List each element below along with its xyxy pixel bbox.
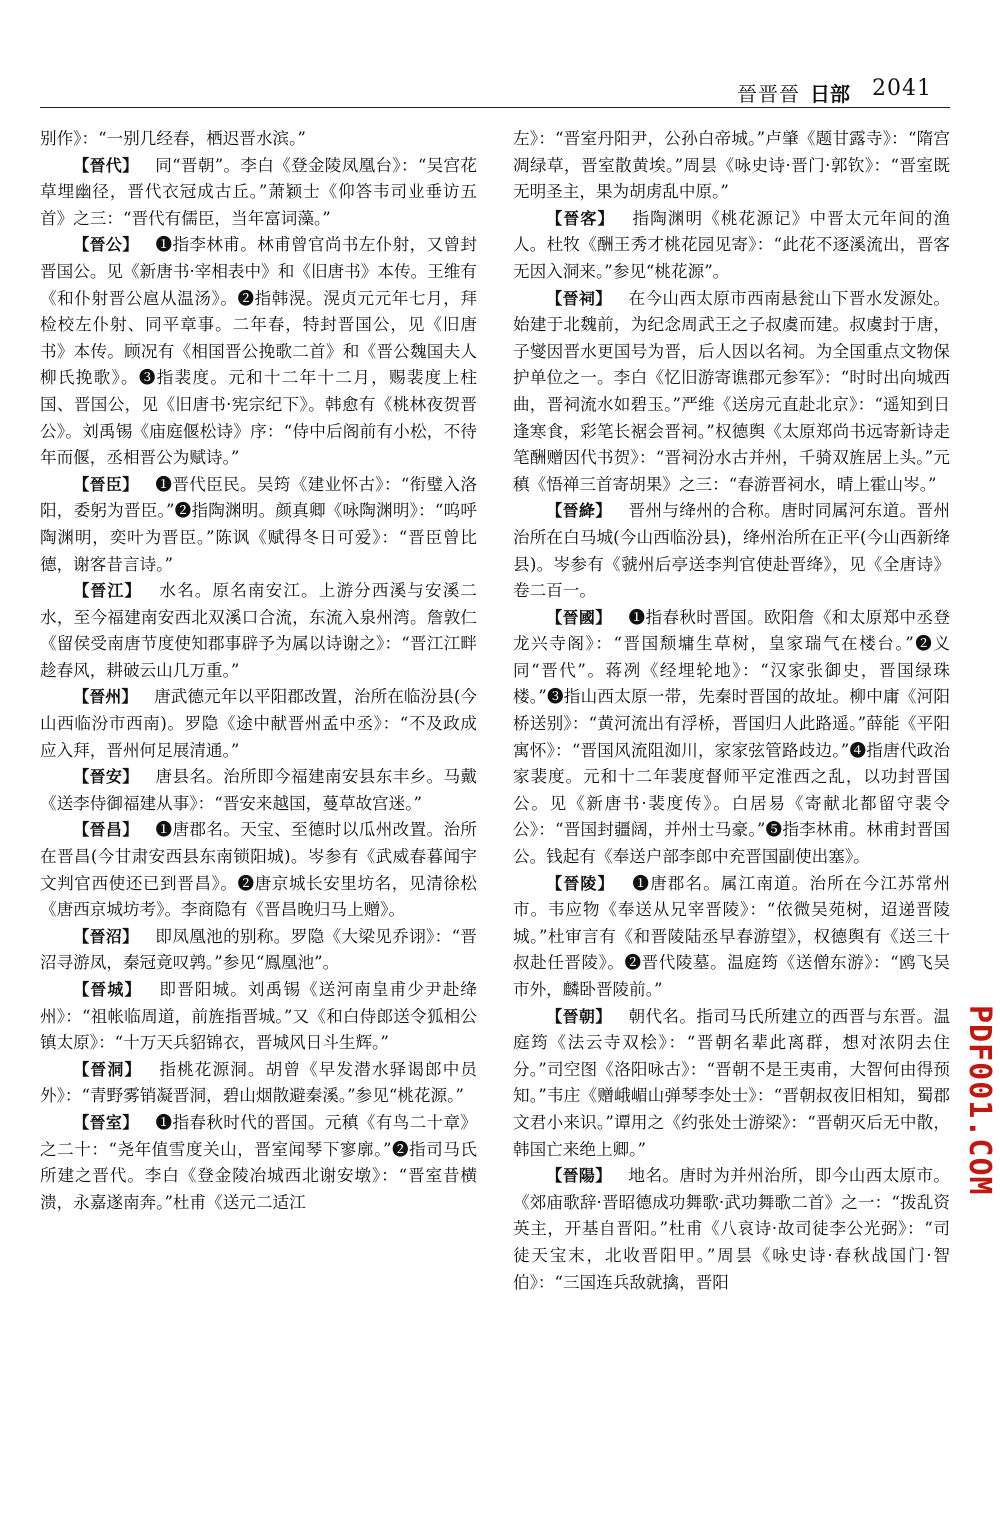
entry-text: 左》：“晋室丹阳尹，公孙白帝城。”卢肇《题甘露寺》：“隋宫凋绿草，晋室散黄埃。”周昙《咏史诗·晋门·郭钦》：“晋室既无明圣主，果为胡虏乱中原。”: [513, 129, 950, 202]
entry-text: 指桃花源洞。胡曾《早发潜水驿谒郎中员外》：“青野雾销凝晋洞，碧山烟散避秦溪。”参见“桃花源。”: [40, 1059, 477, 1106]
dictionary-entry: [40, 472, 477, 578]
dictionary-entry: [40, 153, 477, 233]
entry-headword: 【晉朝】: [546, 1006, 612, 1026]
entry-text: 晋州与绛州的合称。唐时同属河东道。晋州治所在白马城(今山西临汾县)，绛州治所在正平(今山西新绛县)。岑参有《虢州后亭送李判官使赴晋绛》，见《全唐诗》卷二百一。: [513, 501, 950, 601]
dictionary-entry: [40, 924, 477, 977]
dictionary-entry: [513, 206, 950, 286]
entry-text: 地名。唐时为并州治所，即今山西太原市。《郊庙歌辞·晋昭德成功舞歌·武功舞歌二首》之一：“拨乱资英主，开基自晋阳。”杜甫《八哀诗·故司徒李公光弼》：“司徒天宝末，北收晋阳甲。”周昙《咏史诗·春秋战国门·智伯》：“三国连兵敌就擒，晋阳: [513, 1166, 950, 1292]
entry-headword: 【晉陽】: [546, 1166, 612, 1186]
entry-headword: 【晉臣】: [73, 474, 139, 494]
entry-text: ❶晋代臣民。吴筠《建业怀古》：“衔璧入洛阳，委躬为晋臣。”❷指陶渊明。颜真卿《咏陶渊明》：“呜呼陶渊明，奕叶为晋臣。”陈讽《赋得冬日可爱》：“晋臣曾比德，谢客昔言诗。”: [40, 474, 477, 574]
entry-headword: 【晉安】: [73, 767, 139, 787]
entry-headword: 【晉公】: [73, 235, 139, 255]
dictionary-entry: [513, 1163, 950, 1296]
entry-text: 别作》：“一别几经春，栖迟晋水滨。”: [40, 129, 306, 148]
dictionary-entry: [40, 232, 477, 471]
entry-headword: 【晉陵】: [546, 873, 615, 893]
entry-text: 唐县名。治所即今福建南安县东丰乡。马戴《送李侍御福建从事》：“晋安来越国，蔓草故宫迷。”: [40, 767, 477, 813]
dictionary-entry: [513, 286, 950, 499]
entry-headword: 【晉沼】: [73, 926, 139, 946]
dictionary-entry: [513, 498, 950, 604]
entry-headword: 【晉城】: [73, 980, 142, 999]
entry-text: 在今山西太原市西南悬瓮山下晋水发源处。始建于北魏前，为纪念周武王之子叔虞而建。叔虞封于唐，子燮因晋水更国号为晋，后人因以名祠。为全国重点文物保护单位之一。李白《忆旧游寄谯郡元参军》：“时时出向城西曲，晋祠流水如碧玉。”严维《送房元直赴北京》：“遥知到日逢寒食，彩笔长裾会晋祠。”权德舆《太原郑尚书远寄新诗走笔酬赠因代书贺》：“晋祠汾水古并州，千骑双旌居上头。”元稹《悟禅三首寄胡果》之三：“春游晋祠水，晴上霍山岑。”: [513, 288, 950, 494]
header-rule: [40, 107, 950, 108]
entry-headword: 【晉絳】: [546, 501, 612, 521]
entry-headword: 【晉客】: [546, 208, 615, 228]
page-number: 2041: [872, 76, 932, 101]
right-column: [513, 126, 950, 1296]
running-header: [40, 70, 950, 106]
entry-headword: 【晉代】: [73, 155, 139, 175]
entry-headword: 【晉室】: [73, 1112, 139, 1132]
entry-text: ❶唐郡名。属江南道。治所在今江苏常州市。韦应物《奉送从兄宰晋陵》：“依微吴苑树，迢递晋陵城。”杜审言有《和晋陵陆丞早春游望》，权德舆有《送三十叔赴任晋陵》。❷晋代陵墓。温庭筠《送僧东游》：“鸥飞吴市外，麟卧晋陵前。”: [513, 873, 950, 999]
entry-headword: 【晉洞】: [73, 1059, 142, 1079]
left-column: [40, 126, 477, 1216]
entry-text: 即晋阳城。刘禹锡《送河南皇甫少尹赴绛州》：“祖帐临周道，前旌指晋城。”又《和白侍郎送令狐相公镇太原》：“十万天兵貂锦衣，晋城风日斗生辉。”: [40, 980, 477, 1053]
entry-headword: 【晉江】: [73, 581, 142, 601]
entry-headword: 【晉昌】: [73, 820, 139, 840]
dictionary-entry: [40, 578, 477, 684]
entry-text: ❶唐郡名。天宝、至德时以瓜州改置。治所在晋昌(今甘肃安西县东南锁阳城)。岑参有《武威春暮闻宇文判官西使还已到晋昌》。❷唐京城长安里坊名，见清徐松《唐西京城坊考》。李商隐有《晋昌晚归马上赠》。: [40, 820, 477, 920]
entry-headword: 【晉州】: [73, 687, 138, 707]
dictionary-entry: [40, 764, 477, 817]
entry-text: ❶指李林甫。林甫曾官尚书左仆射，又曾封晋国公。见《新唐书·宰相表中》和《旧唐书》本传。王维有《和仆射晋公扈从温汤》。❷指韩滉。滉贞元元年七月，拜检校左仆射、同平章事。二年春，特封晋国公，见《旧唐书》本传。顾况有《相国晋公挽歌二首》和《晋公魏国夫人柳氏挽歌》。❸指裴度。元和十二年十二月，赐裴度上柱国、晋国公，见《旧唐书·宪宗纪下》。韩愈有《桃林夜贺晋公》。刘禹锡《庙庭偃松诗》序：“侍中后阁前有小松，不待年而偃，丞相晋公为赋诗。”: [40, 235, 477, 468]
entry-text: 水名。原名南安江。上游分西溪与安溪二水，至今福建南安西北双溪口合流，东流入泉州湾。詹敦仁《留侯受南唐节度使知郡事辟予为属以诗谢之》：“晋江江畔趁春风，耕破云山几万重。”: [40, 581, 477, 680]
continued-entry: [40, 126, 477, 153]
entry-text: ❶指春秋时代的晋国。元稹《有鸟二十章》之二十：“尧年值雪度关山，晋室闻琴下寥廓。”❷指司马氏所建之晋代。李白《登金陵冶城西北谢安墩》：“晋室昔横溃，永嘉遂南奔。”杜甫《送元二适江: [40, 1112, 477, 1212]
watermark: PDF001.COM: [962, 1005, 997, 1196]
entry-text: ❶指春秋时晋国。欧阳詹《和太原郑中丞登龙兴寺阁》：“晋国颓墉生草树，皇家瑞气在楼台。”❷义同“晋代”。蒋冽《经埋轮地》：“汉家张御史，晋国绿珠楼。”❸指山西太原一带，先秦时晋国的故址。柳中庸《河阳桥送别》：“黄河流出有浮桥，晋国归人此路遥。”薛能《平阳寓怀》：“晋国风流阻洳川，家家弦管路歧边。”❹指唐代政治家裴度。元和十二年裴度督师平定淮西之乱，以功封晋国公。见《新唐书·裴度传》。白居易《寄献北都留守裴令公》：“晋国封疆阔，并州士马豪。”❺指李林甫。林甫封晋国公。钱起有《奉送户部李郎中充晋国副使出塞》。: [513, 607, 950, 867]
header-section-name: 日部: [810, 82, 850, 106]
dictionary-entry: [40, 1057, 477, 1110]
entry-text: 朝代名。指司马氏所建立的西晋与东晋。温庭筠《法云寺双桧》：“晋朝名辈此离群，想对浓阴去住分。”司空图《洛阳咏古》：“晋朝不是王夷甫，大智何由得预知。”韦庄《赠峨嵋山弹琴李处士》：“晋朝叔夜旧相知，蜀郡文君小来识。”谭用之《约张处士游梁》：“晋朝灭后无中散，韩国亡来绝上卿。”: [513, 1006, 950, 1159]
dictionary-entry: [40, 977, 477, 1057]
header-head-characters: 晉晋晉: [737, 82, 800, 106]
dictionary-entry: [40, 1110, 477, 1216]
entry-text: 即凤凰池的别称。罗隐《大梁见乔诩》：“晋沼寻游凤，秦冠竟叹鹑。”参见“鳯凰池”。: [40, 926, 477, 973]
continued-entry: [513, 126, 950, 206]
dictionary-entry: [513, 871, 950, 1004]
dictionary-entry: [40, 684, 477, 764]
entry-headword: 【晉國】: [546, 607, 612, 627]
dictionary-entry: [513, 1004, 950, 1164]
entry-headword: 【晉祠】: [546, 288, 612, 308]
entry-text: 同“晋朝”。李白《登金陵凤凰台》：“吴宫花草埋幽径，晋代衣冠成古丘。”萧颖士《仰答韦司业垂访五首》之三：“晋代有儒臣，当年富词藻。”: [40, 155, 477, 228]
dictionary-entry: [513, 605, 950, 871]
dictionary-entry: [40, 817, 477, 923]
entry-text: 指陶渊明《桃花源记》中晋太元年间的渔人。杜牧《酬王秀才桃花园见寄》：“此花不逐溪流出，晋客无因入洞来。”参见“桃花源”。: [513, 208, 950, 281]
entry-text: 唐武德元年以平阳郡改置，治所在临汾县(今山西临汾市西南)。罗隐《途中献晋州孟中丞》：“不及政成应入拜，晋州何足展清通。”: [40, 687, 477, 760]
